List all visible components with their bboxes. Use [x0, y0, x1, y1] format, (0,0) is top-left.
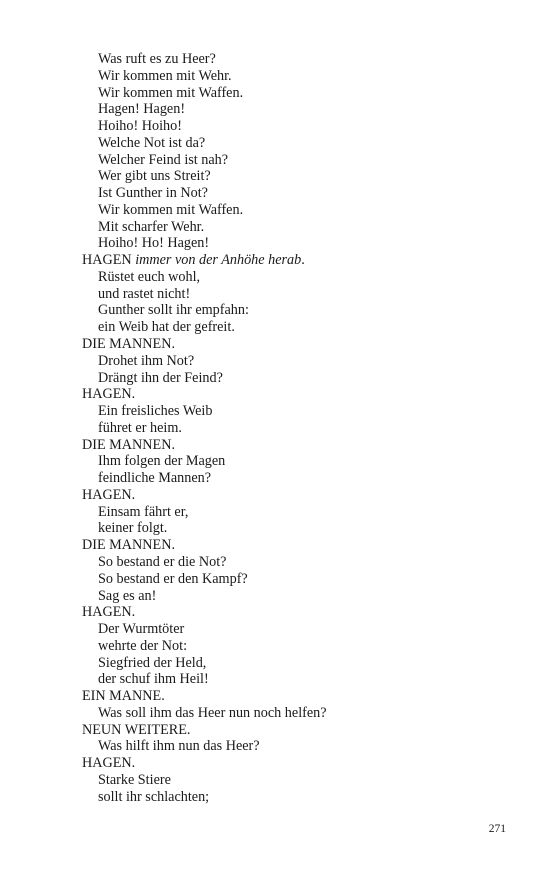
- verse-text: Siegfried der Held,: [98, 654, 207, 671]
- verse-text: Starke Stiere: [98, 771, 171, 788]
- verse-text: Was soll ihm das Heer nun noch helfen?: [98, 704, 327, 721]
- verse-line: [82, 68, 512, 85]
- verse-line: [82, 453, 512, 470]
- speaker-line: [82, 755, 512, 772]
- verse-text: Hagen! Hagen!: [98, 101, 186, 118]
- verse-line: [82, 403, 512, 420]
- verse-line: [82, 370, 512, 387]
- verse-line: [82, 202, 512, 219]
- speaker-line: [82, 487, 512, 504]
- verse-text: So bestand er den Kampf?: [98, 570, 248, 587]
- speaker-line: [82, 722, 512, 739]
- page-number: 271: [488, 823, 506, 835]
- speaker-line: [82, 336, 512, 353]
- verse-line: [82, 655, 512, 672]
- speaker-line: [82, 537, 512, 554]
- verse-text: Wir kommen mit Waffen.: [98, 84, 244, 101]
- verse-line: [82, 554, 512, 571]
- verse-line: [82, 235, 512, 252]
- verse-text: Hoiho! Hoiho!: [98, 118, 182, 135]
- verse-text: Wir kommen mit Waffen.: [98, 201, 244, 218]
- speaker-name: HAGEN.: [82, 386, 136, 403]
- verse-line: [82, 705, 512, 722]
- verse-text: sollt ihr schlachten;: [98, 788, 210, 805]
- verse-line: [82, 671, 512, 688]
- verse-line: [82, 302, 512, 319]
- speaker-name: HAGEN.: [82, 486, 136, 503]
- speaker-name: DIE MANNEN.: [82, 336, 175, 353]
- speaker-line: [82, 252, 512, 269]
- verse-line: [82, 520, 512, 537]
- speaker-line: [82, 437, 512, 454]
- page-text: [82, 51, 512, 805]
- verse-line: [82, 571, 512, 588]
- verse-text: Mit scharfer Wehr.: [98, 218, 205, 235]
- line-end-punctuation: .: [301, 252, 305, 269]
- speaker-name: NEUN WEITERE.: [82, 721, 191, 738]
- verse-text: Einsam fährt er,: [98, 503, 189, 520]
- stage-direction: immer von der Anhöhe herab: [135, 252, 302, 269]
- verse-text: Gunther sollt ihr empfahn:: [98, 302, 249, 319]
- verse-line: [82, 118, 512, 135]
- verse-text: Wer gibt uns Streit?: [98, 168, 211, 185]
- verse-line: [82, 504, 512, 521]
- verse-text: wehrte der Not:: [98, 637, 188, 654]
- verse-text: Was ruft es zu Heer?: [98, 51, 216, 67]
- verse-text: keiner folgt.: [98, 520, 168, 537]
- verse-text: Ihm folgen der Magen: [98, 453, 226, 470]
- verse-text: Was hilft ihm nun das Heer?: [98, 738, 260, 755]
- verse-line: [82, 269, 512, 286]
- verse-text: führet er heim.: [98, 419, 182, 436]
- speaker-name: DIE MANNEN.: [82, 436, 175, 453]
- verse-text: Der Wurmtöter: [98, 621, 185, 638]
- verse-line: [82, 420, 512, 437]
- speaker-name: DIE MANNEN.: [82, 537, 175, 554]
- verse-line: [82, 185, 512, 202]
- speaker-line: [82, 688, 512, 705]
- verse-text: Welche Not ist da?: [98, 134, 206, 151]
- speaker-line: [82, 604, 512, 621]
- verse-line: [82, 168, 512, 185]
- verse-line: [82, 135, 512, 152]
- verse-line: [82, 85, 512, 102]
- speaker-name: HAGEN.: [82, 604, 136, 621]
- verse-line: [82, 772, 512, 789]
- verse-line: [82, 638, 512, 655]
- verse-line: [82, 789, 512, 806]
- verse-line: [82, 152, 512, 169]
- verse-line: [82, 470, 512, 487]
- verse-text: Drängt ihn der Feind?: [98, 369, 223, 386]
- verse-text: Ist Gunther in Not?: [98, 185, 208, 202]
- speaker-line: [82, 386, 512, 403]
- verse-line: [82, 738, 512, 755]
- verse-text: feindliche Mannen?: [98, 470, 212, 487]
- verse-line: [82, 101, 512, 118]
- verse-text: Welcher Feind ist nah?: [98, 151, 229, 168]
- verse-text: Wir kommen mit Wehr.: [98, 67, 232, 84]
- verse-text: Hoiho! Ho! Hagen!: [98, 235, 210, 252]
- verse-line: [82, 319, 512, 336]
- verse-text: So bestand er die Not?: [98, 553, 227, 570]
- verse-text: Rüstet euch wohl,: [98, 268, 201, 285]
- speaker-name: HAGEN: [82, 252, 132, 269]
- verse-line: [82, 353, 512, 370]
- verse-line: [82, 51, 512, 68]
- verse-text: Sag es an!: [98, 587, 157, 604]
- verse-text: ein Weib hat der gefreit.: [98, 319, 235, 336]
- speaker-name: HAGEN.: [82, 755, 136, 772]
- speaker-name: EIN MANNE.: [82, 688, 165, 705]
- verse-line: [82, 621, 512, 638]
- verse-text: der schuf ihm Heil!: [98, 671, 209, 688]
- verse-line: [82, 588, 512, 605]
- verse-text: Drohet ihm Not?: [98, 352, 195, 369]
- verse-text: Ein freisliches Weib: [98, 403, 213, 420]
- verse-line: [82, 286, 512, 303]
- verse-line: [82, 219, 512, 236]
- verse-text: und rastet nicht!: [98, 285, 191, 302]
